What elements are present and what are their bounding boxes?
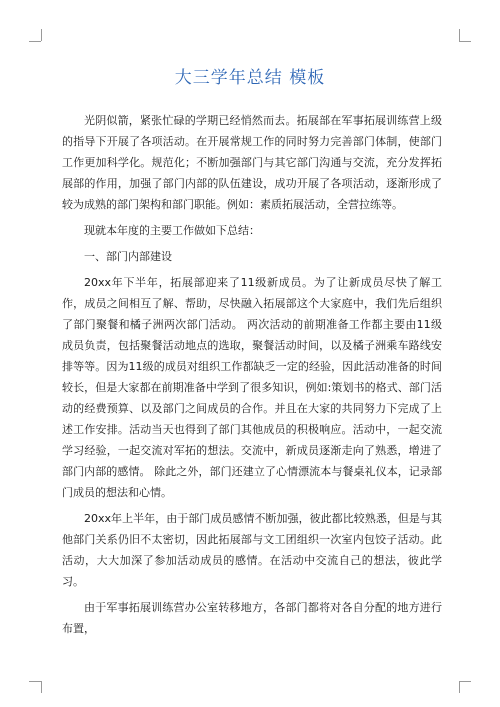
paragraph-second-half-year: 20xx年下半年，拓展部迎来了11级新成员。为了让新成员尽快了解工作，成员之间相互了解、帮助，尽快融入拓展部这个大家庭中，我们先后组织了部门聚餐和橘子洲两次部门活动。 两次活动的前期准备工作都主要由11级成员负责，包括聚餐活动地点的选取，聚餐活动时间，以及橘子洲乘车路线安排等等。因为11级的成员对组织工作都缺乏一定的经验，因此活动准备的时间较长，但是大家都在前期准备中学到了很多知识，例如:策划书的格式、部门活动的经费预算、以及部门之间成员的合作。并且在大家的共同努力下完成了上述工作安排。活动当天也得到了部门其他成员的积极响应。活动中，一起交流学习经验，一起交流对军拓的想法。交流中，新成员逐渐走向了熟悉，增进了部门内部的感情。 除此之外，部门还建立了心情漂流本与餐桌礼仪本，记录部门成员的想法和心情。	[62, 276, 442, 499]
document-title: 大三学年总结 模板	[174, 68, 326, 88]
paragraph-office-move: 由于军事拓展训练营办公室转移地方，各部门都将对各自分配的地方进行布置，	[62, 601, 442, 635]
paragraph-summary-lead: 现就本年度的主要工作做如下总结：	[84, 224, 260, 237]
section-heading-internal: 一、部门内部建设	[84, 250, 172, 263]
paragraph-first-half-year: 20xx年上半年，由于部门成员感情不断加强，彼此都比较熟悉，但是与其他部门关系仍旧不太密切，因此拓展部与文工团组织一次室内包饺子活动。此活动，大大加深了参加活动成员的感情。在活动中交流自己的想法，彼此学习。	[62, 512, 442, 588]
paragraph-intro: 光阴似箭，紧张忙碌的学期已经悄然而去。拓展部在军事拓展训练营上级的指导下开展了各项活动。在开展常规工作的同时努力完善部门体制，使部门工作更加科学化。规范化；不断加强部门与其它部门沟通与交流，充分发挥拓展部的作用，加强了部门内部的队伍建设，成功开展了各项活动，逐渐形成了较为成熟的部门架构和部门职能。例如：素质拓展活动，全营拉练等。	[62, 114, 442, 211]
document-body	[62, 110, 442, 644]
